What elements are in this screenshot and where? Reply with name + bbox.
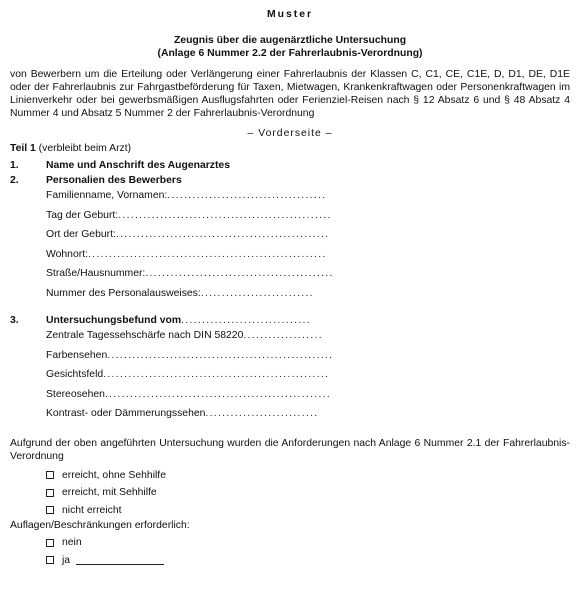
field-label: Kontrast- oder Dämmerungssehen — [46, 408, 206, 419]
field-label: Wohnort: — [46, 248, 88, 260]
field-label: Stereosehen — [46, 388, 105, 400]
field-birth-place[interactable] — [46, 228, 570, 248]
fill-line[interactable]: ........................... — [200, 287, 314, 299]
section-1-heading — [10, 159, 570, 172]
intro-paragraph: von Bewerbern um die Erteilung oder Verlängerung einer Fahrerlaubnis der Klassen C, C1, CE, C1E, D, D1, DE, D1E oder der Fahrerlaubnis zur Fahrgastbeförderung für Taxen, Mietwagen, Krankenkraftwagen oder Personenkraftwagen im Linienverkehr oder bei gewerbsmäßigen Ausflugsfahrten oder Ferienziel-Reisen nach § 12 Absatz 6 und § 48 Absatz 4 Nummer 4 und Absatz 5 Nummer 2 der Fahrerlaubnis-Verordnung — [10, 69, 570, 119]
field-label: Straße/Hausnummer: — [46, 268, 146, 279]
checkbox-label: nein — [62, 537, 82, 549]
field-label: Nummer des Personalausweises: — [46, 287, 201, 299]
checkbox[interactable] — [46, 471, 54, 479]
conclusion-paragraph: Aufgrund der oben angeführten Untersuchung wurden die Anforderungen nach Anlage 6 Nummer 2.1 der Fahrerlaubnis-Verordnung — [10, 437, 570, 462]
section-2-number: 2. — [10, 175, 19, 186]
section-3-title: Untersuchungsbefund vom — [46, 315, 182, 326]
field-visual-acuity[interactable] — [46, 329, 570, 349]
checkbox[interactable] — [46, 506, 54, 514]
document-title: Zeugnis über die augenärztliche Untersuchung — [173, 35, 407, 46]
restrictions-label: Auflagen/Beschränkungen erforderlich: — [10, 520, 190, 531]
field-street[interactable] — [46, 267, 570, 287]
fill-line[interactable]: ................................................... — [118, 209, 332, 221]
checkbox[interactable] — [46, 539, 54, 547]
section-3-number: 3. — [10, 315, 19, 326]
checkbox-label: ja — [62, 554, 71, 566]
document-subtitle: (Anlage 6 Nummer 2.2 der Fahrerlaubnis-Verordnung) — [157, 48, 423, 59]
field-label: Ort der Geburt: — [46, 229, 116, 240]
section-3-heading — [10, 314, 570, 327]
fill-line[interactable]: ............................... — [181, 315, 311, 326]
field-birth-date[interactable] — [46, 209, 570, 229]
checkbox-label: nicht erreicht — [62, 504, 122, 516]
field-label: Tag der Geburt: — [46, 209, 119, 221]
fill-line[interactable]: ................................................... — [115, 229, 330, 240]
field-visual-field[interactable] — [46, 368, 570, 388]
fill-line[interactable]: ............................................. — [145, 268, 334, 279]
section-1-number: 1. — [10, 160, 19, 171]
option-restrictions-yes[interactable] — [46, 552, 570, 570]
document-heading: Muster — [266, 9, 314, 20]
restrictions-fill-line[interactable] — [76, 555, 164, 565]
field-id-number[interactable] — [46, 287, 570, 307]
option-met-with-aid[interactable] — [46, 484, 570, 502]
fill-line[interactable]: ...................................................... — [103, 369, 330, 380]
part-label-note: (verbleibt beim Arzt) — [35, 143, 132, 154]
fill-line[interactable]: ...................................... — [167, 190, 327, 201]
checkbox[interactable] — [46, 489, 54, 497]
part-label — [10, 142, 570, 155]
fill-line[interactable]: ......................................................... — [87, 248, 327, 260]
section-2-title: Personalien des Bewerbers — [46, 175, 182, 186]
field-name[interactable] — [46, 189, 570, 209]
part-label-title: Teil 1 — [10, 143, 36, 154]
field-label: Farbensehen — [46, 349, 108, 361]
option-met-without-aid[interactable] — [46, 467, 570, 485]
field-stereo-vision[interactable] — [46, 388, 570, 408]
fill-line[interactable]: ...................................................... — [104, 388, 332, 400]
section-1-title: Name und Anschrift des Augenarztes — [46, 160, 230, 171]
field-contrast-vision[interactable] — [46, 407, 570, 427]
option-restrictions-no[interactable] — [46, 534, 570, 552]
field-residence[interactable] — [46, 248, 570, 268]
checkbox-label: erreicht, ohne Sehhilfe — [62, 469, 166, 481]
page-side-label: – Vorderseite – — [247, 128, 333, 139]
field-label: Familienname, Vornamen: — [46, 190, 168, 201]
field-color-vision[interactable] — [46, 349, 570, 369]
checkbox[interactable] — [46, 556, 54, 564]
checkbox-label: erreicht, mit Sehhilfe — [62, 487, 157, 499]
fill-line[interactable]: ...................................................... — [107, 349, 334, 361]
fill-line[interactable]: ........................... — [205, 408, 319, 419]
field-label: Gesichtsfeld — [46, 369, 104, 380]
fill-line[interactable]: ................... — [243, 330, 323, 341]
section-2-heading — [10, 174, 570, 187]
option-not-met[interactable] — [46, 502, 570, 520]
field-label: Zentrale Tagessehschärfe nach DIN 58220 — [46, 330, 244, 341]
